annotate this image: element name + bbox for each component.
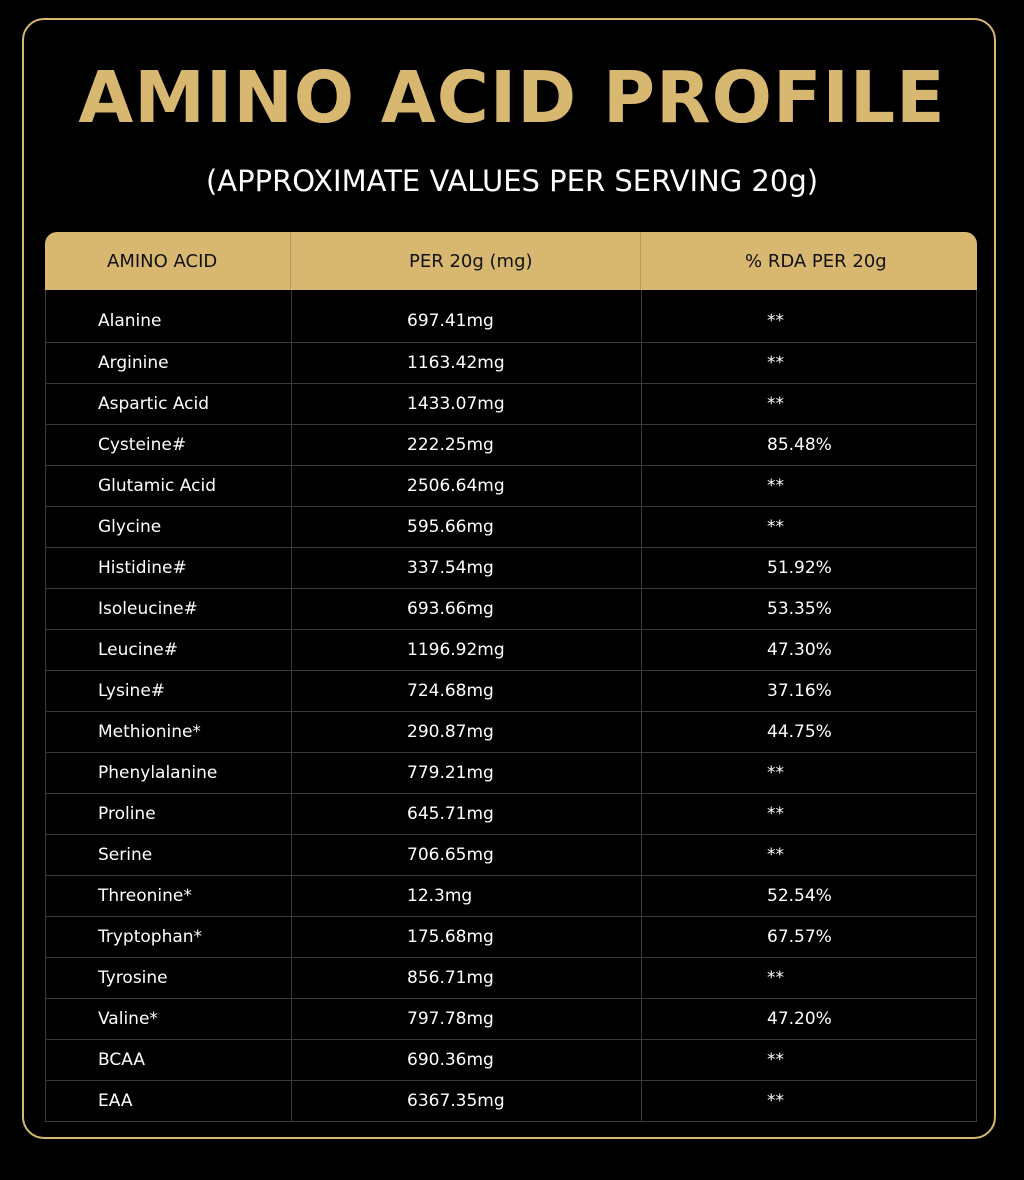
- table-row: [46, 383, 976, 424]
- cell-amino-acid: Histidine#: [46, 548, 292, 588]
- header-per-20g: PER 20g (mg): [291, 232, 641, 290]
- table-row: [46, 670, 976, 711]
- cell-rda: 51.92%: [767, 558, 832, 578]
- cell-rda: 47.30%: [767, 640, 832, 660]
- cell-per-20g: 1163.42mg: [292, 343, 642, 383]
- cell-amino-acid: Arginine: [46, 343, 292, 383]
- table-row: [46, 752, 976, 793]
- cell-per-20g: 690.36mg: [292, 1040, 642, 1080]
- cell-rda: **: [767, 845, 784, 865]
- table-row: [46, 465, 976, 506]
- cell-per-20g: 856.71mg: [292, 958, 642, 998]
- table-row: [46, 290, 976, 342]
- cell-amino-acid: Leucine#: [46, 630, 292, 670]
- cell-rda: **: [767, 517, 784, 537]
- cell-per-20g: 797.78mg: [292, 999, 642, 1039]
- cell-rda: **: [767, 968, 784, 988]
- cell-per-20g: 290.87mg: [292, 712, 642, 752]
- cell-rda: 37.16%: [767, 681, 832, 701]
- cell-per-20g: 175.68mg: [292, 917, 642, 957]
- cell-rda: **: [767, 311, 784, 331]
- cell-rda: 47.20%: [767, 1009, 832, 1029]
- cell-rda: 44.75%: [767, 722, 832, 742]
- cell-rda: **: [767, 476, 784, 496]
- table-row: [46, 424, 976, 465]
- cell-rda: 52.54%: [767, 886, 832, 906]
- table-row: [46, 1039, 976, 1080]
- cell-amino-acid: Glycine: [46, 507, 292, 547]
- cell-rda: **: [767, 394, 784, 414]
- table-row: [46, 834, 976, 875]
- table-row: [46, 629, 976, 670]
- cell-per-20g: 697.41mg: [292, 290, 642, 342]
- table-body: [45, 290, 977, 1122]
- cell-amino-acid: Phenylalanine: [46, 753, 292, 793]
- cell-amino-acid: Tyrosine: [46, 958, 292, 998]
- cell-rda: 53.35%: [767, 599, 832, 619]
- cell-rda: **: [767, 1091, 784, 1111]
- cell-per-20g: 222.25mg: [292, 425, 642, 465]
- cell-rda: **: [767, 763, 784, 783]
- header-rda: % RDA PER 20g: [745, 250, 887, 272]
- amino-acid-table: [45, 232, 977, 1122]
- cell-amino-acid: Threonine*: [46, 876, 292, 916]
- table-row: [46, 588, 976, 629]
- cell-rda: 67.57%: [767, 927, 832, 947]
- table-row: [46, 875, 976, 916]
- header-amino-acid: AMINO ACID: [45, 232, 291, 290]
- cell-per-20g: 693.66mg: [292, 589, 642, 629]
- table-row: [46, 998, 976, 1039]
- cell-per-20g: 645.71mg: [292, 794, 642, 834]
- cell-amino-acid: Lysine#: [46, 671, 292, 711]
- cell-rda: **: [767, 1050, 784, 1070]
- table-header: [45, 232, 977, 290]
- table-row: [46, 342, 976, 383]
- cell-amino-acid: Isoleucine#: [46, 589, 292, 629]
- table-row: [46, 957, 976, 998]
- cell-amino-acid: Methionine*: [46, 712, 292, 752]
- cell-amino-acid: Glutamic Acid: [46, 466, 292, 506]
- cell-per-20g: 1433.07mg: [292, 384, 642, 424]
- table-row: [46, 711, 976, 752]
- cell-per-20g: 779.21mg: [292, 753, 642, 793]
- cell-per-20g: 595.66mg: [292, 507, 642, 547]
- table-row: [46, 793, 976, 834]
- table-row: [46, 916, 976, 957]
- cell-amino-acid: Serine: [46, 835, 292, 875]
- cell-per-20g: 12.3mg: [292, 876, 642, 916]
- cell-amino-acid: Valine*: [46, 999, 292, 1039]
- cell-amino-acid: Aspartic Acid: [46, 384, 292, 424]
- cell-amino-acid: Cysteine#: [46, 425, 292, 465]
- table-row: [46, 1080, 976, 1121]
- cell-rda: 85.48%: [767, 435, 832, 455]
- cell-amino-acid: EAA: [46, 1081, 292, 1121]
- cell-per-20g: 706.65mg: [292, 835, 642, 875]
- cell-amino-acid: BCAA: [46, 1040, 292, 1080]
- cell-amino-acid: Proline: [46, 794, 292, 834]
- cell-per-20g: 1196.92mg: [292, 630, 642, 670]
- cell-amino-acid: Alanine: [46, 290, 292, 342]
- table-row: [46, 547, 976, 588]
- cell-per-20g: 724.68mg: [292, 671, 642, 711]
- cell-amino-acid: Tryptophan*: [46, 917, 292, 957]
- cell-rda: **: [767, 804, 784, 824]
- table-row: [46, 506, 976, 547]
- page-subtitle: (APPROXIMATE VALUES PER SERVING 20g): [205, 164, 819, 198]
- cell-per-20g: 6367.35mg: [292, 1081, 642, 1121]
- page-title: AMINO ACID PROFILE: [78, 56, 946, 139]
- cell-rda: **: [767, 353, 784, 373]
- cell-per-20g: 337.54mg: [292, 548, 642, 588]
- cell-per-20g: 2506.64mg: [292, 466, 642, 506]
